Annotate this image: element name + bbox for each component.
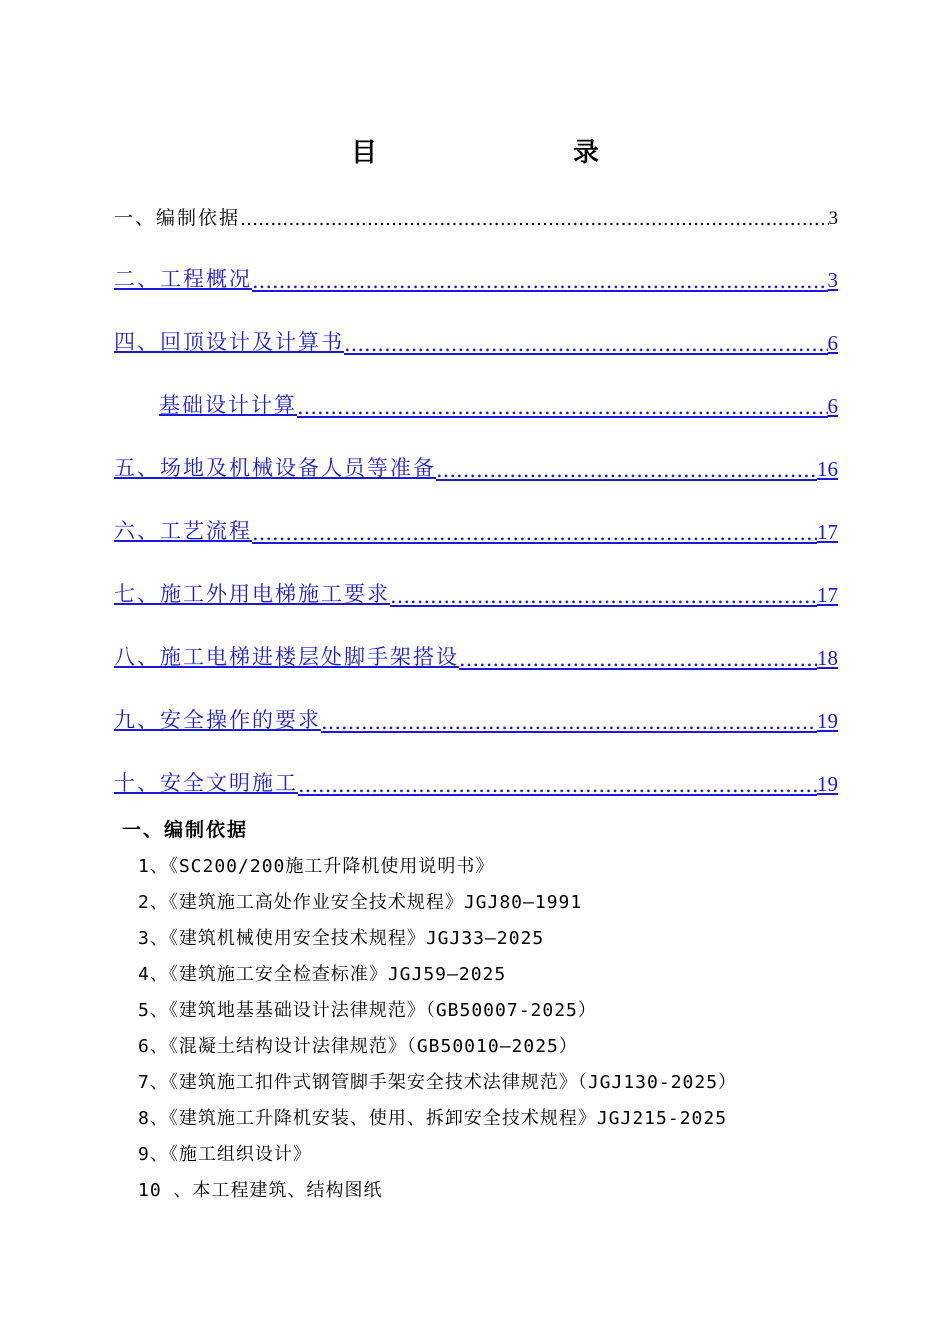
reference-item: 6、《混凝土结构设计法律规范》（GB50010—2025） — [138, 1036, 578, 1057]
reference-item: 8、《建筑施工升降机安装、使用、拆卸安全技术规程》JGJ215-2025 — [138, 1108, 728, 1129]
toc-leader-dots — [297, 395, 828, 419]
toc-leader-dots — [390, 584, 817, 608]
toc-entry-page: 16 — [817, 457, 838, 481]
reference-item: 10 、本工程建筑、结构图纸 — [138, 1180, 383, 1201]
toc-entry-label: 七、施工外用电梯施工要求 — [114, 582, 390, 606]
toc-entry-label: 基础设计计算 — [159, 393, 297, 417]
toc-entry-label: 十、安全文明施工 — [114, 771, 298, 795]
toc-entry-label: 二、工程概况 — [114, 267, 252, 291]
toc-entry-label: 六、工艺流程 — [114, 519, 252, 543]
toc-leader-dots — [298, 773, 817, 797]
toc-leader-dots — [459, 647, 817, 671]
toc-leader-dots — [252, 269, 828, 293]
toc-entry-page: 17 — [817, 520, 838, 544]
toc-entry-label: 四、回顶设计及计算书 — [114, 330, 344, 354]
toc-leader-dots — [321, 710, 817, 734]
toc-entry[interactable] — [114, 700, 838, 734]
toc-entry-page: 3 — [827, 268, 838, 292]
toc-entry — [114, 196, 838, 230]
reference-item: 3、《建筑机械使用安全技术规程》JGJ33—2025 — [138, 928, 545, 949]
toc-entry[interactable] — [114, 763, 838, 797]
toc-entry[interactable] — [114, 511, 838, 545]
toc-entry-page: 17 — [817, 583, 838, 607]
reference-item: 7、《建筑施工扣件式钢管脚手架安全技术法律规范》（JGJ130-2025） — [138, 1072, 738, 1093]
toc-entry-label: 八、施工电梯进楼层处脚手架搭设 — [114, 645, 459, 669]
toc-entry[interactable] — [114, 637, 838, 671]
toc-entry-page: 19 — [817, 709, 838, 733]
toc-entry[interactable] — [114, 385, 838, 419]
page-title: 目 录 — [350, 138, 647, 168]
toc-leader-dots — [252, 521, 817, 545]
toc-entry-page: 6 — [827, 394, 838, 418]
reference-item: 5、《建筑地基基础设计法律规范》（GB50007-2025） — [138, 1000, 597, 1021]
toc-entry[interactable] — [114, 322, 838, 356]
reference-item: 2、《建筑施工高处作业安全技术规程》JGJ80—1991 — [138, 892, 583, 913]
toc-entry-label: 九、安全操作的要求 — [114, 708, 321, 732]
toc-entry[interactable] — [114, 259, 838, 293]
toc-entry-page: 6 — [827, 331, 838, 355]
toc-leader-dots — [436, 458, 817, 482]
reference-item: 4、《建筑施工安全检查标准》JGJ59—2025 — [138, 964, 507, 985]
toc-entry[interactable] — [114, 574, 838, 608]
toc-entry-page: 19 — [817, 772, 838, 796]
toc-entry-label: 五、场地及机械设备人员等准备 — [114, 456, 436, 480]
toc-leader-dots — [344, 332, 828, 356]
toc-entry-page: 3 — [828, 208, 838, 229]
toc-entry-page: 18 — [817, 646, 838, 670]
section-heading: 一、编制依据 — [122, 819, 249, 841]
toc-entry[interactable] — [114, 448, 838, 482]
reference-item: 1、《SC200/200施工升降机使用说明书》 — [138, 856, 495, 877]
reference-item: 9、《施工组织设计》 — [138, 1144, 312, 1165]
toc-leader-dots — [240, 208, 828, 230]
toc-entry-label: 一、编制依据 — [114, 207, 241, 229]
